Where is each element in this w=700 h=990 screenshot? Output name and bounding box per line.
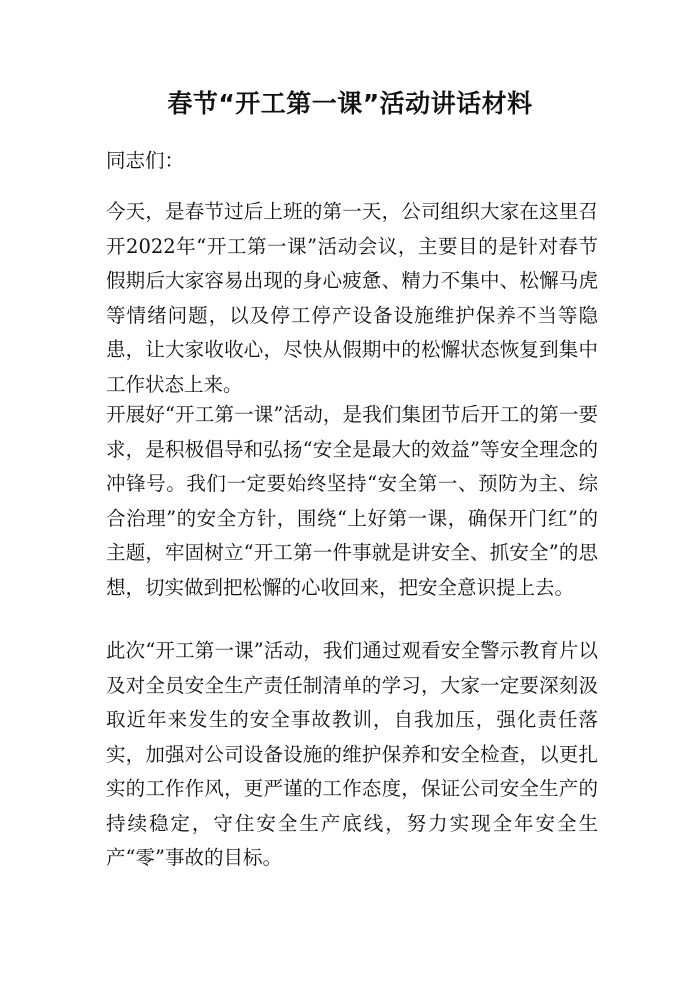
page-title: 春节“开工第一课”活动讲话材料 [167, 89, 533, 118]
paragraph-3: 此次“开工第一课”活动，我们通过观看安全警示教育片以及对全员安全生产责任制清单的学习，大家一定要深刻汲取近年来发生的安全事故教训，自我加压，强化责任落实，加强对公司设备设施的维护保养和安全检查，以更扎实的工作作风，更严谨的工作态度，保证公司安全生产的持续稳定，守住安全生产底线，努力实现全年安全生产“零”事故的目标。 [106, 639, 598, 869]
paragraph-1: 今天，是春节过后上班的第一天，公司组织大家在这里召开2022年“开工第一课”活动会议，主要目的是针对春节假期后大家容易出现的身心疲惫、精力不集中、松懈马虎等情绪问题，以及停工停产设备设施维护保养不当等隐患，让大家收收心，尽快从假期中的松懈状态恢复到集中工作状态上来。 [106, 200, 598, 396]
greeting: 同志们： [106, 149, 185, 172]
paragraph-2: 开展好“开工第一课”活动，是我们集团节后开工的第一要求，是积极倡导和弘扬“安全是最大的效益”等安全理念的冲锋号。我们一定要始终坚持“安全第一、预防为主、综合治理”的安全方针，围绕“上好第一课，确保开门红”的主题，牢固树立“开工第一件事就是讲安全、抓安全”的思想，切实做到把松懈的心收回来，把安全意识提上去。 [106, 403, 598, 599]
